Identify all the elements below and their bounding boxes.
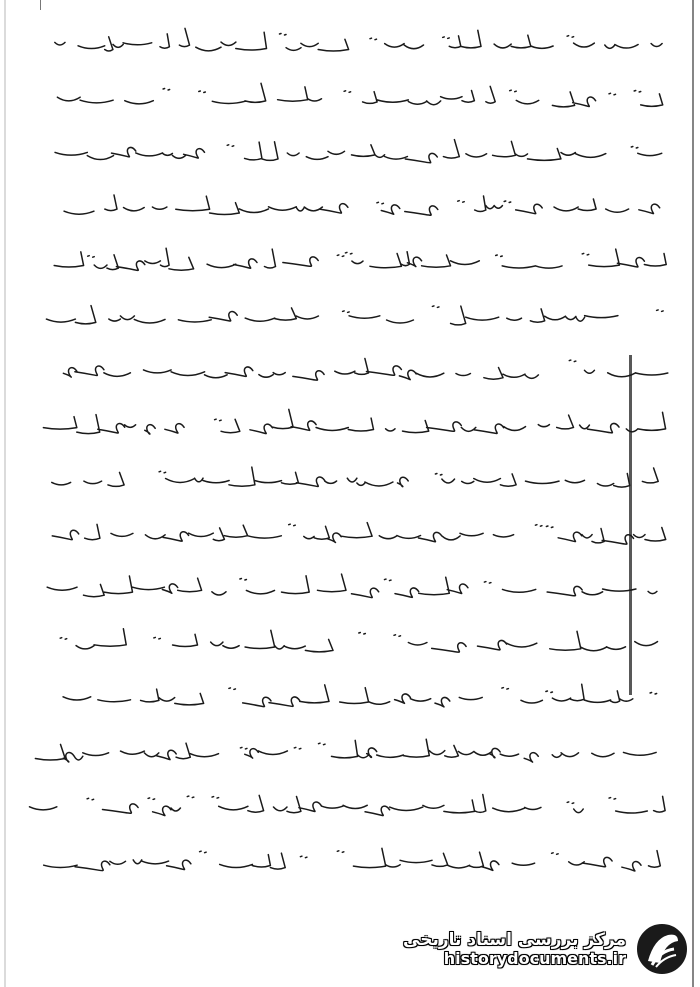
manuscript-line	[60, 629, 657, 652]
watermark-site: historydocuments.ir	[443, 948, 626, 968]
manuscript-line	[52, 523, 665, 545]
handwriting-stroke	[55, 140, 662, 163]
handwriting-stroke	[55, 28, 662, 51]
manuscript-line	[63, 684, 657, 707]
handwriting-stroke	[64, 195, 660, 215]
manuscript-line	[54, 248, 666, 270]
handwriting-stroke	[30, 795, 666, 816]
watermark-archive-name: مرکز بررسی اسناد تاریخی	[403, 929, 626, 950]
manuscript-line	[44, 848, 661, 871]
handwriting-stroke	[44, 848, 661, 871]
handwriting-stroke	[52, 467, 658, 487]
handwriting-stroke	[54, 248, 666, 270]
archive-seal-icon	[634, 921, 690, 977]
archive-watermark	[403, 921, 690, 977]
manuscript-line	[30, 795, 666, 816]
manuscript-line	[47, 574, 657, 597]
handwriting-stroke	[57, 83, 662, 107]
handwriting-stroke	[43, 409, 665, 434]
handwriting-stroke	[63, 359, 667, 381]
handwriting-stroke	[35, 739, 656, 762]
manuscript-line	[43, 409, 665, 434]
manuscript-line	[64, 195, 660, 215]
manuscript-line	[55, 140, 662, 163]
manuscript-line	[63, 359, 667, 381]
handwriting-stroke	[52, 523, 665, 545]
manuscript-line	[57, 83, 662, 107]
manuscript-line	[52, 467, 658, 487]
handwriting-stroke	[47, 574, 657, 597]
handwriting-stroke	[60, 629, 657, 652]
manuscript-line	[35, 739, 656, 762]
manuscript-line	[55, 28, 662, 51]
handwriting-stroke	[46, 306, 663, 325]
watermark-text	[403, 931, 626, 967]
manuscript-line	[46, 306, 663, 325]
handwriting-stroke	[63, 684, 657, 707]
